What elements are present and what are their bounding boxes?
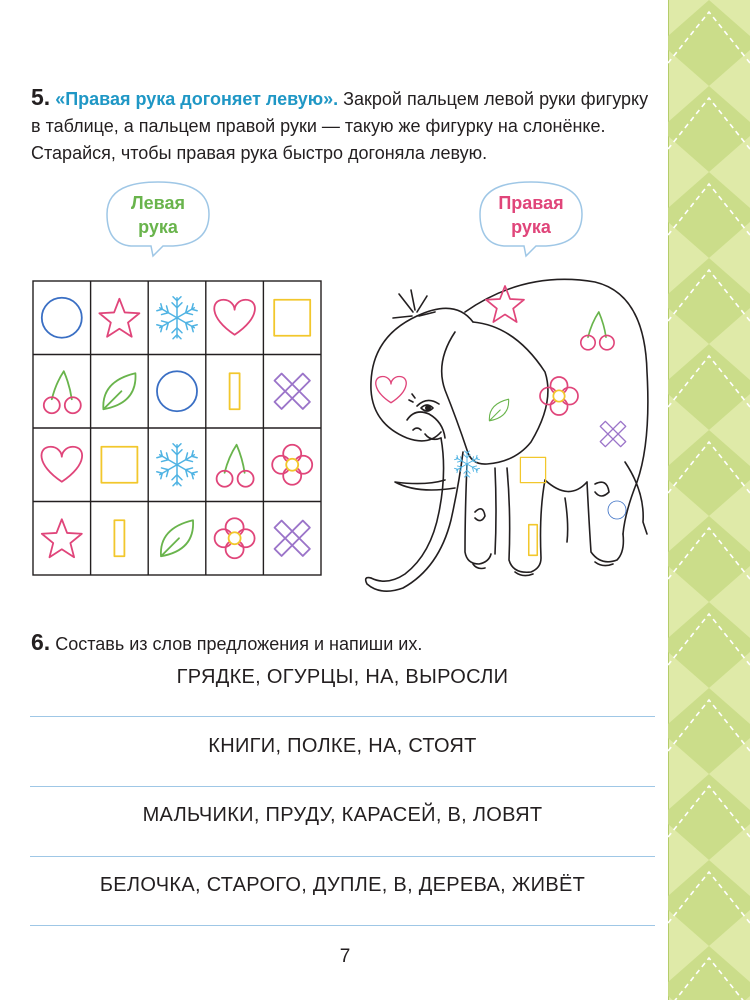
task-5-text: Закрой пальцем левой руки фигурку в таблице, а пальцем правой руки — такую же фигурку на слонёнке. Старайся, чтобы правая рука быстро догоняла левую. bbox=[31, 89, 649, 163]
cross-icon bbox=[600, 421, 625, 446]
sentence-1: ГРЯДКЕ, ОГУРЦЫ, НА, ВЫРОСЛИ bbox=[176, 666, 509, 688]
task-5-number: 5. bbox=[31, 84, 51, 110]
writing-line-2[interactable] bbox=[30, 786, 655, 787]
leaf-icon bbox=[489, 399, 508, 421]
task-6-instruction bbox=[31, 630, 422, 656]
right-bubble-line-1: Правая bbox=[498, 193, 564, 213]
task-5-title: «Правая рука догоняет левую». bbox=[55, 89, 339, 109]
cherries-icon bbox=[581, 312, 614, 350]
right-hand-bubble bbox=[476, 176, 586, 260]
square-icon bbox=[520, 457, 545, 482]
heart-icon bbox=[376, 377, 406, 403]
snowflake-icon bbox=[454, 451, 480, 477]
task-5-instruction bbox=[31, 84, 661, 167]
elephant-illustration bbox=[355, 272, 665, 602]
star-icon bbox=[486, 286, 524, 322]
rectangle-icon bbox=[529, 525, 538, 556]
sentence-3: МАЛЬЧИКИ, ПРУДУ, КАРАСЕЙ, В, ЛОВЯТ bbox=[142, 804, 543, 826]
writing-line-1[interactable] bbox=[30, 716, 655, 717]
writing-line-4[interactable] bbox=[30, 925, 655, 926]
sentence-2: КНИГИ, ПОЛКЕ, НА, СТОЯТ bbox=[208, 735, 477, 757]
left-bubble-line-2: рука bbox=[138, 217, 178, 237]
circle-icon bbox=[608, 501, 626, 519]
task-6-text: Составь из слов предложения и напиши их. bbox=[50, 634, 423, 654]
right-bubble-line-2: рука bbox=[511, 217, 551, 237]
side-decoration-strip bbox=[668, 0, 750, 1000]
left-hand-bubble bbox=[103, 176, 213, 260]
writing-line-3[interactable] bbox=[30, 856, 655, 857]
task-6-number: 6. bbox=[31, 629, 51, 655]
sentence-4: БЕЛОЧКА, СТАРОГО, ДУПЛЕ, В, ДЕРЕВА, ЖИВЁТ bbox=[99, 874, 586, 896]
page-number: 7 bbox=[339, 946, 351, 967]
figure-grid-table bbox=[29, 279, 323, 579]
left-bubble-line-1: Левая bbox=[131, 193, 185, 213]
